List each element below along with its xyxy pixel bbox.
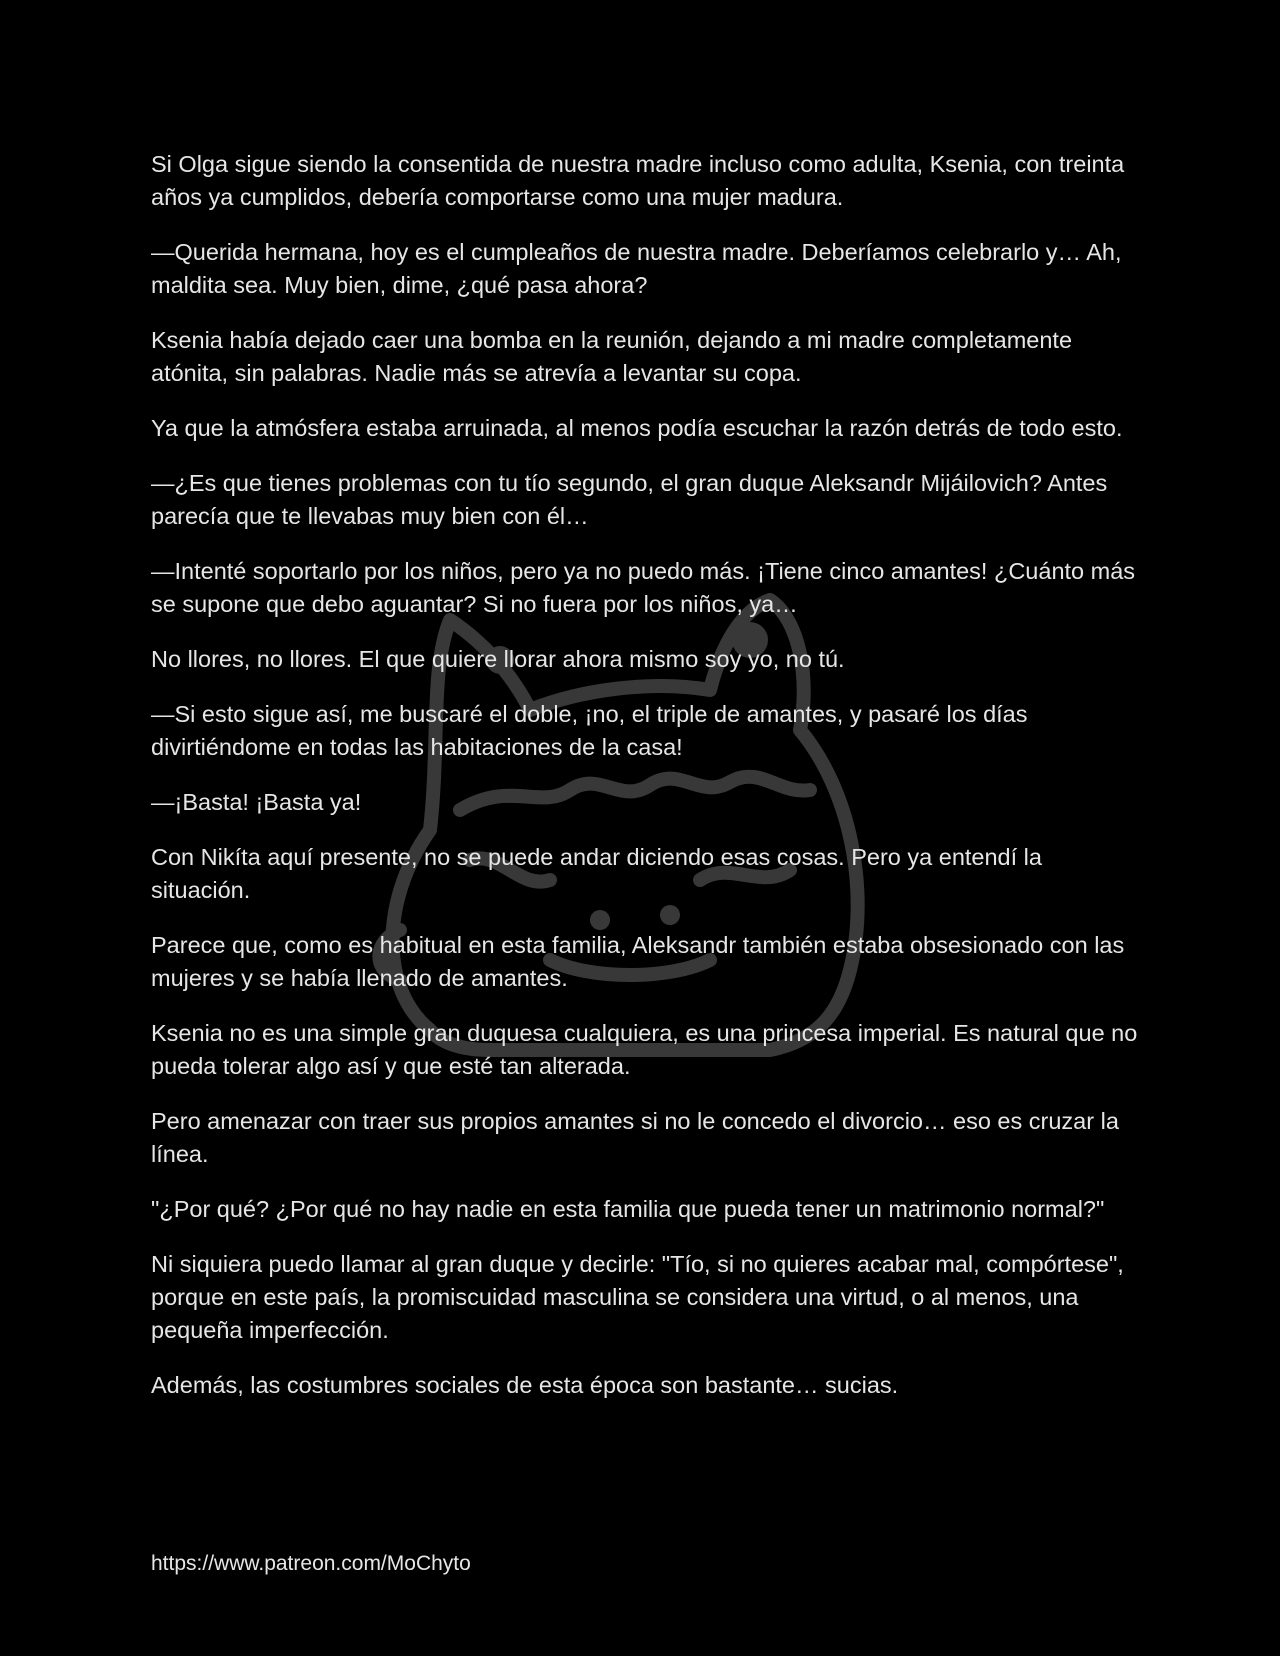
paragraph: No llores, no llores. El que quiere llorar ahora mismo soy yo, no tú. (151, 646, 845, 672)
paragraph: Ni siquiera puedo llamar al gran duque y decirle: "Tío, si no quieres acabar mal, compórtese", porque en este país, la promiscuidad masculina se considera una virtud, o al menos, una pequeña imperfección. (151, 1251, 1124, 1343)
paragraph: —Intenté soportarlo por los niños, pero ya no puedo más. ¡Tiene cinco amantes! ¿Cuánto más se supone que debo aguantar? Si no fuera por los niños, ya… (151, 558, 1136, 617)
paragraph: Además, las costumbres sociales de esta época son bastante… sucias. (151, 1372, 899, 1398)
paragraph: Ksenia había dejado caer una bomba en la reunión, dejando a mi madre completamente atónita, sin palabras. Nadie más se atrevía a levantar su copa. (151, 327, 1073, 386)
paragraph: Ya que la atmósfera estaba arruinada, al menos podía escuchar la razón detrás de todo esto. (151, 415, 1123, 441)
paragraph: Parece que, como es habitual en esta familia, Aleksandr también estaba obsesionado con las mujeres y se había llenado de amantes. (151, 932, 1125, 991)
paragraph: Si Olga sigue siendo la consentida de nuestra madre incluso como adulta, Ksenia, con treinta años ya cumplidos, debería comportarse como una mujer madura. (151, 151, 1125, 210)
paragraph: Con Nikíta aquí presente, no se puede andar diciendo esas cosas. Pero ya entendí la situación. (151, 844, 1042, 903)
paragraph: —Querida hermana, hoy es el cumpleaños de nuestra madre. Deberíamos celebrarlo y… Ah, maldita sea. Muy bien, dime, ¿qué pasa ahora? (151, 239, 1122, 298)
paragraph: —¡Basta! ¡Basta ya! (151, 789, 362, 815)
paragraph: Ksenia no es una simple gran duquesa cualquiera, es una princesa imperial. Es natural que no pueda tolerar algo así y que esté tan alterada. (151, 1020, 1138, 1079)
paragraph: —Si esto sigue así, me buscaré el doble, ¡no, el triple de amantes, y pasaré los días divirtiéndome en todas las habitaciones de la casa! (151, 701, 1028, 760)
paragraph: Pero amenazar con traer sus propios amantes si no le concedo el divorcio… eso es cruzar la línea. (151, 1108, 1119, 1167)
paragraph: —¿Es que tienes problemas con tu tío segundo, el gran duque Aleksandr Mijáilovich? Antes parecía que te llevabas muy bien con él… (151, 470, 1108, 529)
patreon-link[interactable]: https://www.patreon.com/MoChyto (151, 1552, 471, 1575)
document-body (151, 148, 1141, 1424)
paragraph: "¿Por qué? ¿Por qué no hay nadie en esta familia que pueda tener un matrimonio normal?" (151, 1196, 1105, 1222)
